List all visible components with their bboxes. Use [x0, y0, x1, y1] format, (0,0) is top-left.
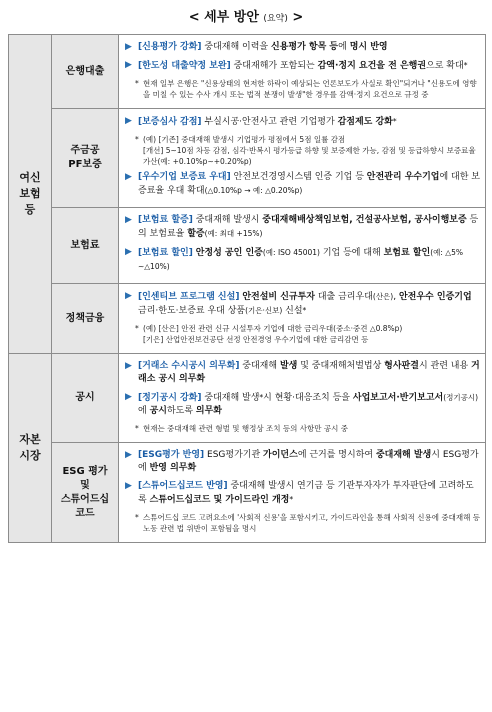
footnote — [125, 134, 481, 167]
triangle-right-icon: ▶ — [125, 247, 132, 257]
item-text: (정기공시) — [443, 393, 479, 402]
item-text: 의무화 — [195, 406, 222, 416]
content-cell — [119, 443, 486, 543]
asterisk-icon: * — [135, 424, 139, 433]
subcategory-cell: 주금공 PF보증 — [52, 109, 119, 208]
subcategory-cell: 은행대출 — [52, 35, 119, 109]
item-text: 중대재해 이력을 — [201, 42, 271, 52]
item-text: 에 — [338, 42, 350, 52]
item-text: 시 관련 내용 — [418, 361, 472, 371]
item-text: , — [393, 292, 399, 302]
item-text: 중대재해 발생시 연기금 등 기관투자자가 투자판단에 고려하도록 — [138, 481, 474, 505]
item-text: [정기공시 강화] — [138, 393, 202, 403]
item-text: 감점제도 강화 — [337, 117, 393, 127]
footnote-line: [기은] 산업안전보건공단 선정 안전경영 우수기업에 대한 금리감면 등 — [143, 335, 369, 344]
measures-table — [8, 34, 486, 543]
item-text: [한도성 대출약정 보완] — [138, 61, 231, 71]
content-cell — [119, 35, 486, 109]
item-text: 할증 — [187, 229, 205, 239]
measure-item — [125, 115, 481, 129]
measure-item — [125, 171, 481, 198]
item-text: 중대재해 발생시 — [192, 215, 263, 225]
item-text: 감액·정지 요건을 전 은행권 — [317, 61, 427, 71]
item-text: [보증심사 감점] — [138, 117, 202, 127]
measure-item — [125, 290, 481, 318]
item-text: 안전보건경영시스템 인증 기업 등 — [230, 172, 367, 182]
table-row — [9, 208, 486, 284]
asterisk-icon: * — [135, 79, 139, 88]
item-text: 에 근거를 명시하여 — [297, 450, 376, 460]
item-text: [ESG평가 반영] — [138, 450, 205, 460]
item-text: 시 ESG평가에 — [138, 450, 479, 473]
item-text: 거래소 공시 의무화 — [138, 361, 480, 384]
item-text: 대출 금리우대 — [315, 292, 373, 302]
triangle-right-icon: ▶ — [125, 42, 132, 52]
item-text: 중대재해 발생 — [201, 393, 260, 403]
item-text: * — [463, 61, 468, 70]
item-text: (예: 최대 +15%) — [204, 229, 263, 238]
triangle-right-icon: ▶ — [125, 172, 132, 182]
item-text: [거래소 수시공시 의무화] — [138, 361, 240, 371]
item-text: 에 대한 보증료율 우대 확대 — [138, 172, 480, 196]
subcategory-cell: 정책금융 — [52, 284, 119, 354]
item-text: 안전설비 신규투자 — [242, 292, 315, 302]
item-text: 공시 — [149, 406, 167, 416]
footnote-line: [개선] 5~10점 차등 감점, 심각·반복시 평가등급 하향 및 보증제한 가능, 감점 및 등급하향시 보증료율 가산(예: +0.10%p~+0.20%p) — [143, 146, 476, 166]
table-row — [9, 443, 486, 543]
item-text: 명시 반영 — [349, 42, 388, 52]
table-row — [9, 284, 486, 354]
item-text: 기업 등에 대해 — [320, 248, 384, 258]
measure-item — [125, 391, 481, 418]
measure-item — [125, 246, 481, 274]
triangle-right-icon: ▶ — [125, 450, 132, 460]
item-text: 등의 보험료율 — [138, 215, 479, 239]
item-text: 하도록 — [166, 406, 196, 416]
item-text: 사업보고서·반기보고서 — [352, 393, 444, 403]
content-cell — [119, 109, 486, 208]
item-text: (예: △5% ~△10%) — [138, 248, 463, 271]
asterisk-icon: * — [135, 513, 139, 522]
item-text: 신용평가 항목 등 — [270, 42, 339, 52]
measure-item — [125, 449, 481, 475]
item-text: 중대재해 발생 — [375, 450, 432, 460]
triangle-right-icon: ▶ — [125, 291, 132, 301]
item-text: [인센티브 프로그램 신설] — [138, 292, 240, 302]
item-text: ESG평가기관 — [204, 450, 264, 460]
item-text: * — [259, 393, 264, 402]
subcategory-cell: ESG 평가 및 스튜어드십 코드 — [52, 443, 119, 543]
item-text: [보험료 할증] — [138, 215, 193, 225]
item-text: 가이던스 — [263, 450, 298, 460]
item-text: * — [289, 495, 294, 504]
triangle-right-icon: ▶ — [125, 481, 132, 491]
footnote — [125, 323, 481, 345]
item-text: 발생 — [279, 361, 298, 371]
measure-item — [125, 360, 481, 386]
measure-item — [125, 480, 481, 507]
item-text: 신설 — [282, 306, 303, 316]
measure-item — [125, 41, 481, 54]
item-text: 및 중대재해처벌법상 — [297, 361, 385, 371]
item-text: * — [392, 117, 397, 126]
item-text: 보험료 할인 — [383, 248, 431, 258]
item-text: 형사판결 — [384, 361, 419, 371]
title-suffix: (요약) — [263, 14, 288, 24]
category-cell: 여신 보험 등 — [9, 35, 52, 354]
item-text: 반영 의무화 — [149, 463, 197, 473]
footnote — [125, 423, 481, 434]
triangle-right-icon: ▶ — [125, 116, 132, 126]
item-text: 에 — [138, 406, 150, 416]
table-row — [9, 35, 486, 109]
table-row — [9, 109, 486, 208]
footnote-line: 현재는 중대재해 관련 형벌 및 행정상 조치 등의 사항만 공시 중 — [143, 424, 348, 433]
item-text: 중대재해가 포함되는 — [230, 61, 318, 71]
triangle-right-icon: ▶ — [125, 361, 132, 371]
item-text: (예: ISO 45001) — [262, 248, 320, 257]
item-text: [보험료 할인] — [138, 248, 193, 258]
item-text: 중대재해 — [239, 361, 280, 371]
content-cell — [119, 208, 486, 284]
item-text: 스튜어드십코드 및 가이드라인 개정 — [149, 495, 290, 505]
footnote — [125, 512, 481, 534]
asterisk-icon: * — [135, 135, 139, 144]
item-text: (기은·신보) — [245, 306, 283, 315]
footnote-line: (예) [기존] 중대재해 발생시 기업평가 평점에서 5점 일률 감점 — [143, 135, 346, 144]
item-text: 부실시공·안전사고 관련 기업평가 — [201, 117, 338, 127]
item-text: 안전우수 인증기업 — [398, 292, 472, 302]
category-cell: 자본 시장 — [9, 354, 52, 543]
title-end: > — [292, 10, 304, 25]
table-row — [9, 354, 486, 443]
footnote-line: 현재 일부 은행은 "신용상태의 현저한 하락이 예상되는 언론보도가 사실로 확인"되거나 "신용도에 영향을 미칠 수 있는 수사 개시 또는 법적 분쟁이 발생"한 경우를 감액·정지 요건으로 규정 중 — [143, 79, 477, 99]
item-text: [신용평가 강화] — [138, 42, 202, 52]
triangle-right-icon: ▶ — [125, 60, 132, 70]
item-text: 금리·한도·보증료 우대 상품 — [138, 306, 246, 316]
item-text: * — [302, 306, 307, 315]
item-text: [우수기업 보증료 우대] — [138, 172, 231, 182]
measure-item — [125, 59, 481, 73]
triangle-right-icon: ▶ — [125, 215, 132, 225]
content-cell — [119, 354, 486, 443]
item-text: 중대재해배상책임보험, 건설공사보험, 공사이행보증 — [262, 215, 467, 225]
page-title — [0, 6, 492, 25]
content-cell — [119, 284, 486, 354]
subcategory-cell: 보험료 — [52, 208, 119, 284]
asterisk-icon: * — [135, 324, 139, 333]
item-text: 시 현황·대응조치 등을 — [263, 393, 353, 403]
footnote-line: 스튜어드십 코드 고려요소에 '사회적 신용'을 포함시키고, 가이드라인을 통해 사회적 신용에 중대재해 등 노동 관련 법 위반이 포함됨을 명시 — [143, 513, 481, 533]
item-text: 안전관리 우수기업 — [366, 172, 440, 182]
title-main: < 세부 방안 — [188, 10, 259, 25]
item-text: (산은) — [372, 292, 394, 301]
item-text: 안정성 공인 인증 — [195, 248, 263, 258]
item-text: 으로 확대 — [426, 61, 464, 71]
footnote — [125, 78, 481, 100]
item-text: [스튜어드십코드 반영] — [138, 481, 228, 491]
footnote-line: (예) [산은] 안전 관련 신규 시설투자 기업에 대한 금리우대(중소·중견 △0.8%p) — [143, 324, 403, 333]
subcategory-cell: 공시 — [52, 354, 119, 443]
triangle-right-icon: ▶ — [125, 392, 132, 402]
item-text: (△0.10%p → 예: △0.20%p) — [204, 186, 303, 195]
measure-item — [125, 214, 481, 241]
